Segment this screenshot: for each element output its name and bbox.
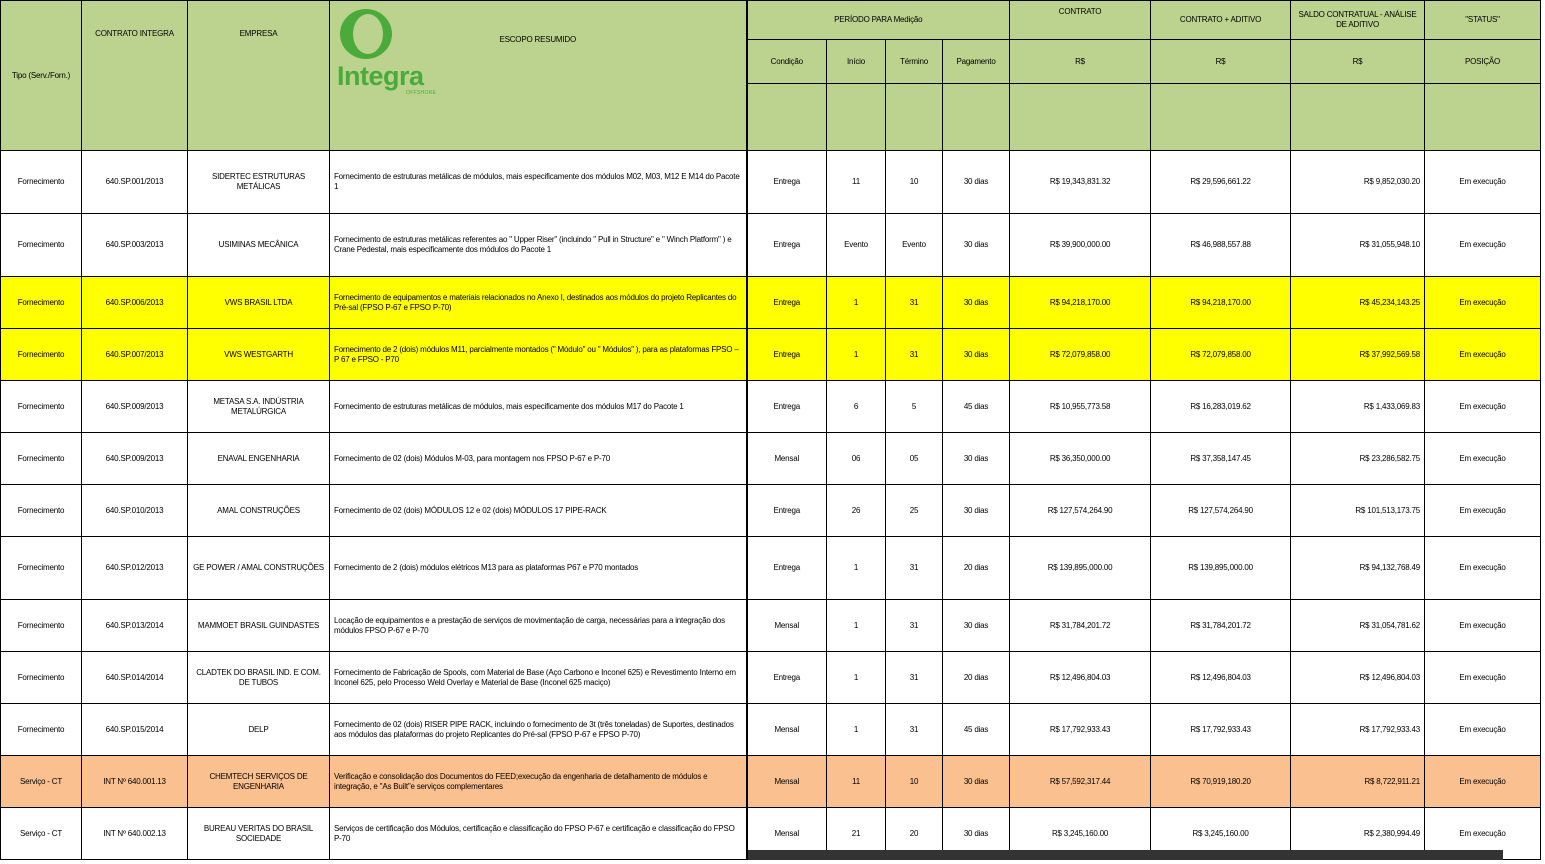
cell-status: Em execução (1425, 537, 1541, 600)
cell-termino: 31 (886, 537, 943, 600)
cell-valor: R$ 10,955,773.58 (1010, 381, 1151, 433)
table-row[interactable] (1, 214, 1541, 277)
cell-inicio: 1 (827, 652, 886, 704)
header-saldo-rs: R$ (1291, 40, 1425, 84)
cell-status: Em execução (1425, 433, 1541, 485)
cell-valor: R$ 17,792,933.43 (1010, 704, 1151, 756)
cell-valor: R$ 3,245,160.00 (1010, 808, 1151, 860)
table-row[interactable] (1, 151, 1541, 214)
cell-saldo: R$ 94,132,768.49 (1291, 537, 1425, 600)
cell-tipo: Fornecimento (1, 704, 82, 756)
cell-status: Em execução (1425, 485, 1541, 537)
cell-termino: 31 (886, 652, 943, 704)
cell-escopo: Serviços de certificação dos Módulos, certificação e classificação do FPSO P-67 e certificação e classificação do FPSO P-70 (330, 808, 747, 860)
cell-saldo: R$ 9,852,030.20 (1291, 151, 1425, 214)
cell-tipo: Fornecimento (1, 485, 82, 537)
cell-escopo: Fornecimento de 02 (dois) Módulos M-03, para montagem nos FPSO P-67 e P-70 (330, 433, 747, 485)
cell-pagamento: 45 dias (943, 704, 1010, 756)
cell-status: Em execução (1425, 277, 1541, 329)
cell-escopo: Fornecimento de Fabricação de Spools, com Material de Base (Aço Carbono e Inconel 625) e Revestimento Interno em Inconel 625, pelo Processo Weld Overlay e Material de Base (Inconel 625 maciço) (330, 652, 747, 704)
cell-contrato: 640.SP.012/2013 (82, 537, 188, 600)
cell-pagamento: 30 dias (943, 329, 1010, 381)
cell-status: Em execução (1425, 600, 1541, 652)
table-row[interactable] (1, 704, 1541, 756)
logo-subtext: OFFSHORE (406, 90, 437, 96)
table-row[interactable] (1, 537, 1541, 600)
table-row[interactable] (1, 756, 1541, 808)
cell-termino: 10 (886, 756, 943, 808)
cell-condicao: Entrega (747, 151, 827, 214)
cell-status: Em execução (1425, 756, 1541, 808)
cell-status: Em execução (1425, 808, 1541, 860)
cell-inicio: 26 (827, 485, 886, 537)
cell-valor: R$ 36,350,000.00 (1010, 433, 1151, 485)
cell-valor: R$ 39,900,000.00 (1010, 214, 1151, 277)
cell-inicio: 11 (827, 151, 886, 214)
cell-termino: 31 (886, 704, 943, 756)
cell-empresa: METASA S.A. INDÚSTRIA METALÚRGICA (188, 381, 330, 433)
table-row[interactable] (1, 329, 1541, 381)
table-row[interactable] (1, 485, 1541, 537)
header-cell-empty (1151, 84, 1291, 151)
cell-saldo: R$ 31,055,948.10 (1291, 214, 1425, 277)
cell-saldo: R$ 8,722,911.21 (1291, 756, 1425, 808)
cell-termino: 31 (886, 329, 943, 381)
cell-status: Em execução (1425, 381, 1541, 433)
cell-saldo: R$ 45,234,143.25 (1291, 277, 1425, 329)
cell-contrato: 640.SP.010/2013 (82, 485, 188, 537)
cell-pagamento: 20 dias (943, 652, 1010, 704)
cell-aditivo: R$ 17,792,933.43 (1151, 704, 1291, 756)
header-cell-empty (1010, 84, 1151, 151)
cell-tipo: Fornecimento (1, 652, 82, 704)
cell-pagamento: 30 dias (943, 151, 1010, 214)
cell-empresa: VWS WESTGARTH (188, 329, 330, 381)
cell-tipo: Fornecimento (1, 277, 82, 329)
cell-aditivo: R$ 72,079,858.00 (1151, 329, 1291, 381)
cell-valor: R$ 12,496,804.03 (1010, 652, 1151, 704)
cell-empresa: MAMMOET BRASIL GUINDASTES (188, 600, 330, 652)
cell-condicao: Entrega (747, 329, 827, 381)
cell-termino: 10 (886, 151, 943, 214)
header-contrato-integra: CONTRATO INTEGRA (82, 1, 188, 151)
cell-empresa: GE POWER / AMAL CONSTRUÇÕES (188, 537, 330, 600)
cell-empresa: CHEMTECH SERVIÇOS DE ENGENHARIA (188, 756, 330, 808)
cell-saldo: R$ 2,380,994.49 (1291, 808, 1425, 860)
header-escopo: ESCOPO RESUMIDO (330, 1, 747, 151)
cell-empresa: AMAL CONSTRUÇÕES (188, 485, 330, 537)
cell-escopo: Fornecimento de equipamentos e materiais relacionados no Anexo I, destinados aos módulos do projeto Replicantes do Pré-sal (FPSO P-67 e FPSO P-70) (330, 277, 747, 329)
header-posicao: POSIÇÃO (1425, 40, 1541, 84)
cell-aditivo: R$ 31,784,201.72 (1151, 600, 1291, 652)
cell-tipo: Fornecimento (1, 329, 82, 381)
cell-empresa: ENAVAL ENGENHARIA (188, 433, 330, 485)
cell-escopo: Fornecimento de estruturas metálicas de módulos, mais especificamente dos módulos M17 do Pacote 1 (330, 381, 747, 433)
cell-empresa: BUREAU VERITAS DO BRASIL SOCIEDADE (188, 808, 330, 860)
cell-tipo: Fornecimento (1, 151, 82, 214)
cell-condicao: Mensal (747, 433, 827, 485)
cell-aditivo: R$ 46,988,557.88 (1151, 214, 1291, 277)
cell-condicao: Mensal (747, 600, 827, 652)
header-pagamento: Pagamento (943, 40, 1010, 84)
cell-valor: R$ 72,079,858.00 (1010, 329, 1151, 381)
cell-status: Em execução (1425, 329, 1541, 381)
header-inicio: Início (827, 40, 886, 84)
header-termino: Término (886, 40, 943, 84)
cell-inicio: 1 (827, 537, 886, 600)
cell-saldo: R$ 17,792,933.43 (1291, 704, 1425, 756)
cell-escopo: Fornecimento de 02 (dois) RISER PIPE RACK, incluindo o fornecimento de 3t (três toneladas) de Suportes, destinados aos módulos das plataformas do projeto Replicantes do Pré-sal (FPSO P-67 e FPSO P-70) (330, 704, 747, 756)
cell-saldo: R$ 12,496,804.03 (1291, 652, 1425, 704)
table-row[interactable] (1, 277, 1541, 329)
cell-condicao: Entrega (747, 277, 827, 329)
header-contrato-aditivo-rs: R$ (1151, 40, 1291, 84)
cell-condicao: Entrega (747, 485, 827, 537)
cell-inicio: 1 (827, 277, 886, 329)
cell-condicao: Entrega (747, 214, 827, 277)
logo-text: Integra (337, 61, 424, 91)
cell-saldo: R$ 31,054,781.62 (1291, 600, 1425, 652)
cell-contrato: 640.SP.003/2013 (82, 214, 188, 277)
cell-aditivo: R$ 12,496,804.03 (1151, 652, 1291, 704)
cell-contrato: 640.SP.014/2014 (82, 652, 188, 704)
cell-pagamento: 30 dias (943, 808, 1010, 860)
cell-inicio: 21 (827, 808, 886, 860)
cell-valor: R$ 139,895,000.00 (1010, 537, 1151, 600)
table-row[interactable] (1, 433, 1541, 485)
header-cell-empty (1425, 84, 1541, 151)
header-condicao: Condição (747, 40, 827, 84)
cell-contrato: 640.SP.009/2013 (82, 433, 188, 485)
cell-saldo: R$ 1,433,069.83 (1291, 381, 1425, 433)
cell-termino: 5 (886, 381, 943, 433)
cell-aditivo: R$ 37,358,147.45 (1151, 433, 1291, 485)
cell-valor: R$ 127,574,264.90 (1010, 485, 1151, 537)
cell-condicao: Entrega (747, 381, 827, 433)
cell-tipo: Fornecimento (1, 600, 82, 652)
cell-escopo: Fornecimento de estruturas metálicas de módulos, mais especificamente dos módulos M02, M03, M12 E M14 do Pacote 1 (330, 151, 747, 214)
cell-aditivo: R$ 127,574,264.90 (1151, 485, 1291, 537)
header-contrato: CONTRATO (1010, 1, 1151, 40)
cell-pagamento: 30 dias (943, 433, 1010, 485)
cell-condicao: Mensal (747, 808, 827, 860)
cell-saldo: R$ 37,992,569.58 (1291, 329, 1425, 381)
cell-saldo: R$ 23,286,582.75 (1291, 433, 1425, 485)
cell-escopo: Fornecimento de 2 (dois) módulos elétricos M13 para as plataformas P67 e P70 montados (330, 537, 747, 600)
cell-status: Em execução (1425, 151, 1541, 214)
cell-termino: Evento (886, 214, 943, 277)
cell-empresa: USIMINAS MECÂNICA (188, 214, 330, 277)
cell-aditivo: R$ 3,245,160.00 (1151, 808, 1291, 860)
header-tipo: Tipo (Serv./Forn.) (1, 1, 82, 151)
cell-tipo: Fornecimento (1, 214, 82, 277)
cell-tipo: Serviço - CT (1, 808, 82, 860)
cell-contrato: INT Nº 640.002.13 (82, 808, 188, 860)
cell-contrato: 640.SP.006/2013 (82, 277, 188, 329)
cell-aditivo: R$ 29,596,661.22 (1151, 151, 1291, 214)
cell-pagamento: 30 dias (943, 214, 1010, 277)
header-cell-empty (1291, 84, 1425, 151)
cell-contrato: 640.SP.015/2014 (82, 704, 188, 756)
cell-escopo: Fornecimento de 2 (dois) módulos M11, parcialmente montados (" Módulo" ou " Módulos" ), para as plataformas FPSO – P 67 e FPSO - P70 (330, 329, 747, 381)
cell-pagamento: 30 dias (943, 277, 1010, 329)
cell-escopo: Fornecimento de 02 (dois) MÓDULOS 12 e 02 (dois) MÓDULOS 17 PIPE-RACK (330, 485, 747, 537)
cell-contrato: INT Nº 640.001.13 (82, 756, 188, 808)
cell-aditivo: R$ 70,919,180.20 (1151, 756, 1291, 808)
cell-tipo: Fornecimento (1, 433, 82, 485)
cell-termino: 31 (886, 600, 943, 652)
cell-pagamento: 45 dias (943, 381, 1010, 433)
cell-escopo: Locação de equipamentos e a prestação de serviços de movimentação de carga, necessárias para a integração dos módulos FPSO P-67 e P-70 (330, 600, 747, 652)
cell-valor: R$ 57,592,317.44 (1010, 756, 1151, 808)
cell-condicao: Entrega (747, 537, 827, 600)
header-cell-empty (886, 84, 943, 151)
cell-condicao: Entrega (747, 652, 827, 704)
cell-inicio: 1 (827, 600, 886, 652)
table-row[interactable] (1, 652, 1541, 704)
cell-aditivo: R$ 16,283,019.62 (1151, 381, 1291, 433)
header-cell-empty (747, 84, 827, 151)
cell-empresa: CLADTEK DO BRASIL IND. E COM. DE TUBOS (188, 652, 330, 704)
header-contrato-rs: R$ (1010, 40, 1151, 84)
cell-valor: R$ 31,784,201.72 (1010, 600, 1151, 652)
header-periodo: PERÍODO PARA Medição (747, 1, 1010, 40)
cell-inicio: 1 (827, 704, 886, 756)
cell-valor: R$ 94,218,170.00 (1010, 277, 1151, 329)
cell-pagamento: 30 dias (943, 485, 1010, 537)
cell-status: Em execução (1425, 652, 1541, 704)
cell-inicio: 06 (827, 433, 886, 485)
cell-termino: 31 (886, 277, 943, 329)
cell-inicio: 11 (827, 756, 886, 808)
cell-pagamento: 30 dias (943, 756, 1010, 808)
cell-inicio: Evento (827, 214, 886, 277)
header-cell-empty (943, 84, 1010, 151)
cell-tipo: Fornecimento (1, 381, 82, 433)
cell-escopo: Verificação e consolidação dos Documentos do FEED;execução da engenharia de detalhamento de módulos e integração, e "As Built"e serviços complementares (330, 756, 747, 808)
cell-valor: R$ 19,343,831.32 (1010, 151, 1151, 214)
cell-empresa: DELP (188, 704, 330, 756)
cell-empresa: SIDERTEC ESTRUTURAS METÁLICAS (188, 151, 330, 214)
table-row[interactable] (1, 600, 1541, 652)
cell-empresa: VWS BRASIL LTDA (188, 277, 330, 329)
cell-aditivo: R$ 94,218,170.00 (1151, 277, 1291, 329)
cell-termino: 20 (886, 808, 943, 860)
header-saldo: SALDO CONTRATUAL - ANÁLISE DE ADITIVO (1291, 1, 1425, 40)
cell-tipo: Fornecimento (1, 537, 82, 600)
cell-contrato: 640.SP.001/2013 (82, 151, 188, 214)
cell-contrato: 640.SP.007/2013 (82, 329, 188, 381)
cell-status: Em execução (1425, 214, 1541, 277)
cell-termino: 25 (886, 485, 943, 537)
header-status: "STATUS" (1425, 1, 1541, 40)
cell-contrato: 640.SP.009/2013 (82, 381, 188, 433)
header-cell-empty (827, 84, 886, 151)
cell-inicio: 1 (827, 329, 886, 381)
cell-contrato: 640.SP.013/2014 (82, 600, 188, 652)
header-contrato-aditivo: CONTRATO + ADITIVO (1151, 1, 1291, 40)
cell-saldo: R$ 101,513,173.75 (1291, 485, 1425, 537)
horizontal-scrollbar[interactable] (748, 850, 1503, 860)
cell-condicao: Mensal (747, 704, 827, 756)
cell-condicao: Mensal (747, 756, 827, 808)
cell-tipo: Serviço - CT (1, 756, 82, 808)
cell-inicio: 6 (827, 381, 886, 433)
cell-pagamento: 30 dias (943, 600, 1010, 652)
cell-pagamento: 20 dias (943, 537, 1010, 600)
cell-escopo: Fornecimento de estruturas metálicas referentes ao " Upper Riser" (incluindo " Pull in Structure" e " Winch Platform" ) e Crane Pedestal, mais especificamente dos módulos do Pacote 1 (330, 214, 747, 277)
cell-aditivo: R$ 139,895,000.00 (1151, 537, 1291, 600)
cell-termino: 05 (886, 433, 943, 485)
cell-status: Em execução (1425, 704, 1541, 756)
table-row[interactable] (1, 381, 1541, 433)
header-empresa: EMPRESA (188, 1, 330, 151)
